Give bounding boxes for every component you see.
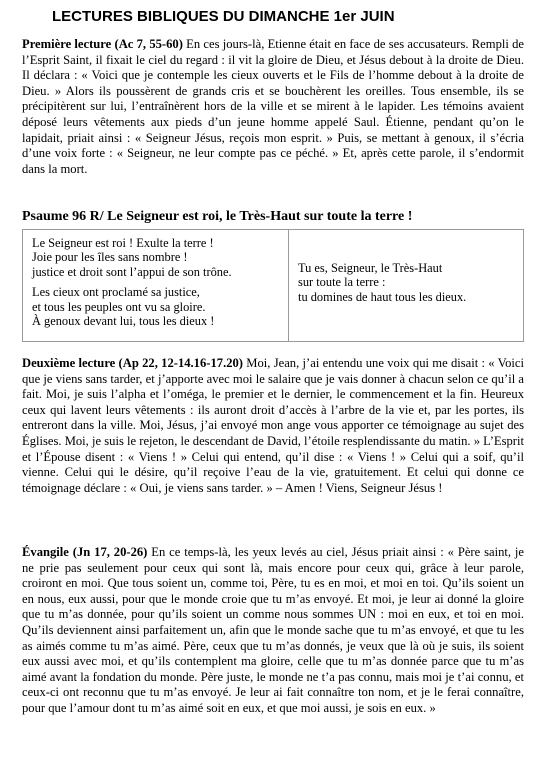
page-title: LECTURES BIBLIQUES DU DIMANCHE 1er JUIN — [52, 8, 395, 25]
psalm-table — [22, 229, 524, 342]
first-reading-text: En ces jours-là, Etienne était en face de ses accusateurs. Rempli de l’Esprit Saint, il fixait le ciel du regard : il vit la gloire de Dieu, et Jésus debout à la droite de Dieu. Il déclara : « Voici que je contemple les cieux ouverts et le Fils de l’homme debout à la droite de Dieu. » Alors ils poussèrent de grands cris et se bouchèrent les oreilles. Tous ensemble, ils se précipitèrent sur lui, l’entraînèrent hors de la ville et se mirent à le lapider. Les témoins avaient déposé leurs vêtements aux pieds d’un jeune homme appelé Saul. Étienne, pendant qu’on le lapidait, priait ainsi : « Seigneur Jésus, reçois mon esprit. » Puis, se mettant à genoux, il s’écria d’une voix forte : « Seigneur, ne leur compte pas ce péché. » Et, après cette parole, il s’endormit dans la mort. — [22, 37, 525, 176]
second-reading — [22, 356, 524, 496]
psalm-refrain-line: tu domines de haut tous les dieux. — [298, 289, 467, 304]
psalm-heading: Psaume 96 R/ Le Seigneur est roi, le Très-Haut sur toute la terre ! — [22, 209, 413, 224]
psalm-line: justice et droit sont l’appui de son trône. — [32, 264, 232, 279]
psalm-refrain-line: Tu es, Seigneur, le Très-Haut — [298, 261, 443, 275]
gospel-heading: Évangile (Jn 17, 20-26) — [22, 545, 148, 559]
psalm-line: et tous les peuples ont vu sa gloire. — [32, 299, 206, 314]
gospel-text: En ce temps-là, les yeux levés au ciel, Jésus priait ainsi : « Père saint, je ne prie pas seulement pour ceux qui sont là, mais encore pour ceux qui, grâce à leur parole, croiront en moi. Que tous soient un, comme toi, Père, tu es en moi, et moi en toi. Qu’ils soient un en nous, eux aussi, pour que le monde croie que tu m’as envoyé. Et moi, je leur ai donné la gloire que tu m’as donnée, pour qu’ils soient un comme nous sommes UN : moi en eux, et toi en moi. Qu’ils deviennent ainsi parfaitement un, afin que le monde sache que tu m’as envoyé, et que tu les as aimés comme tu m’as aimé. Père, ceux que tu m’as donnés, je veux que là où je suis, ils soient eux aussi avec moi, et qu’ils contemplent ma gloire, celle que tu m’as donnée parce que tu m’as aimé avant la fondation du monde. Père juste, le monde ne t’a pas connu, mais moi je t’ai connu, et ceux-ci ont reconnu que tu m’as envoyé. Je leur ai fait connaître ton nom, et je le ferai connaître, pour que l’amour dont tu m’as aimé soit en eux, et que moi aussi, je sois en eux. » — [22, 545, 525, 715]
first-reading-heading: Première lecture (Ac 7, 55-60) — [22, 37, 183, 51]
psalm-stanza-1 — [32, 236, 288, 279]
psalm-line: À genoux devant lui, tous les dieux ! — [32, 314, 215, 329]
first-reading — [22, 37, 524, 177]
psalm-refrain-cell — [289, 230, 523, 341]
psalm-refrain-line: sur toute la terre : — [298, 275, 386, 290]
psalm-line: Le Seigneur est roi ! Exulte la terre ! — [32, 236, 214, 250]
psalm-line: Les cieux ont proclamé sa justice, — [32, 285, 200, 300]
psalm-verses-cell — [23, 230, 289, 341]
psalm-line: Joie pour les îles sans nombre ! — [32, 250, 188, 265]
second-reading-heading: Deuxième lecture (Ap 22, 12-14.16-17.20) — [22, 356, 244, 370]
gospel-reading — [22, 545, 524, 717]
second-reading-text: Moi, Jean, j’ai entendu une voix qui me disait : « Voici que je viens sans tarder, et j’apporte avec moi le salaire que je vais donner à chacun selon ce qu’il a fait. Moi, je suis l’alpha et l’oméga, le premier et le dernier, le commencement et la fin. Heureux ceux qui lavent leurs vêtements : ils auront droit d’accès à l’arbre de la vie et, par les portes, ils entreront dans la ville. Moi, Jésus, j’ai envoyé mon ange vous apporter ce témoignage au sujet des Églises. Moi, je suis le rejeton, le descendant de David, l’étoile resplendissante du matin. » L’Esprit et l’Épouse disent : « Viens ! » Celui qui entend, qu’il dise : « Viens ! » Celui qui a soif, qu’il vienne. Celui qui le désire, qu’il reçoive l’eau de la vie, gratuitement. Et celui qui donne ce témoignage déclare : « Oui, je viens sans tarder. » – Amen ! Viens, Seigneur Jésus ! — [22, 356, 524, 495]
psalm-stanza-2 — [32, 285, 288, 328]
